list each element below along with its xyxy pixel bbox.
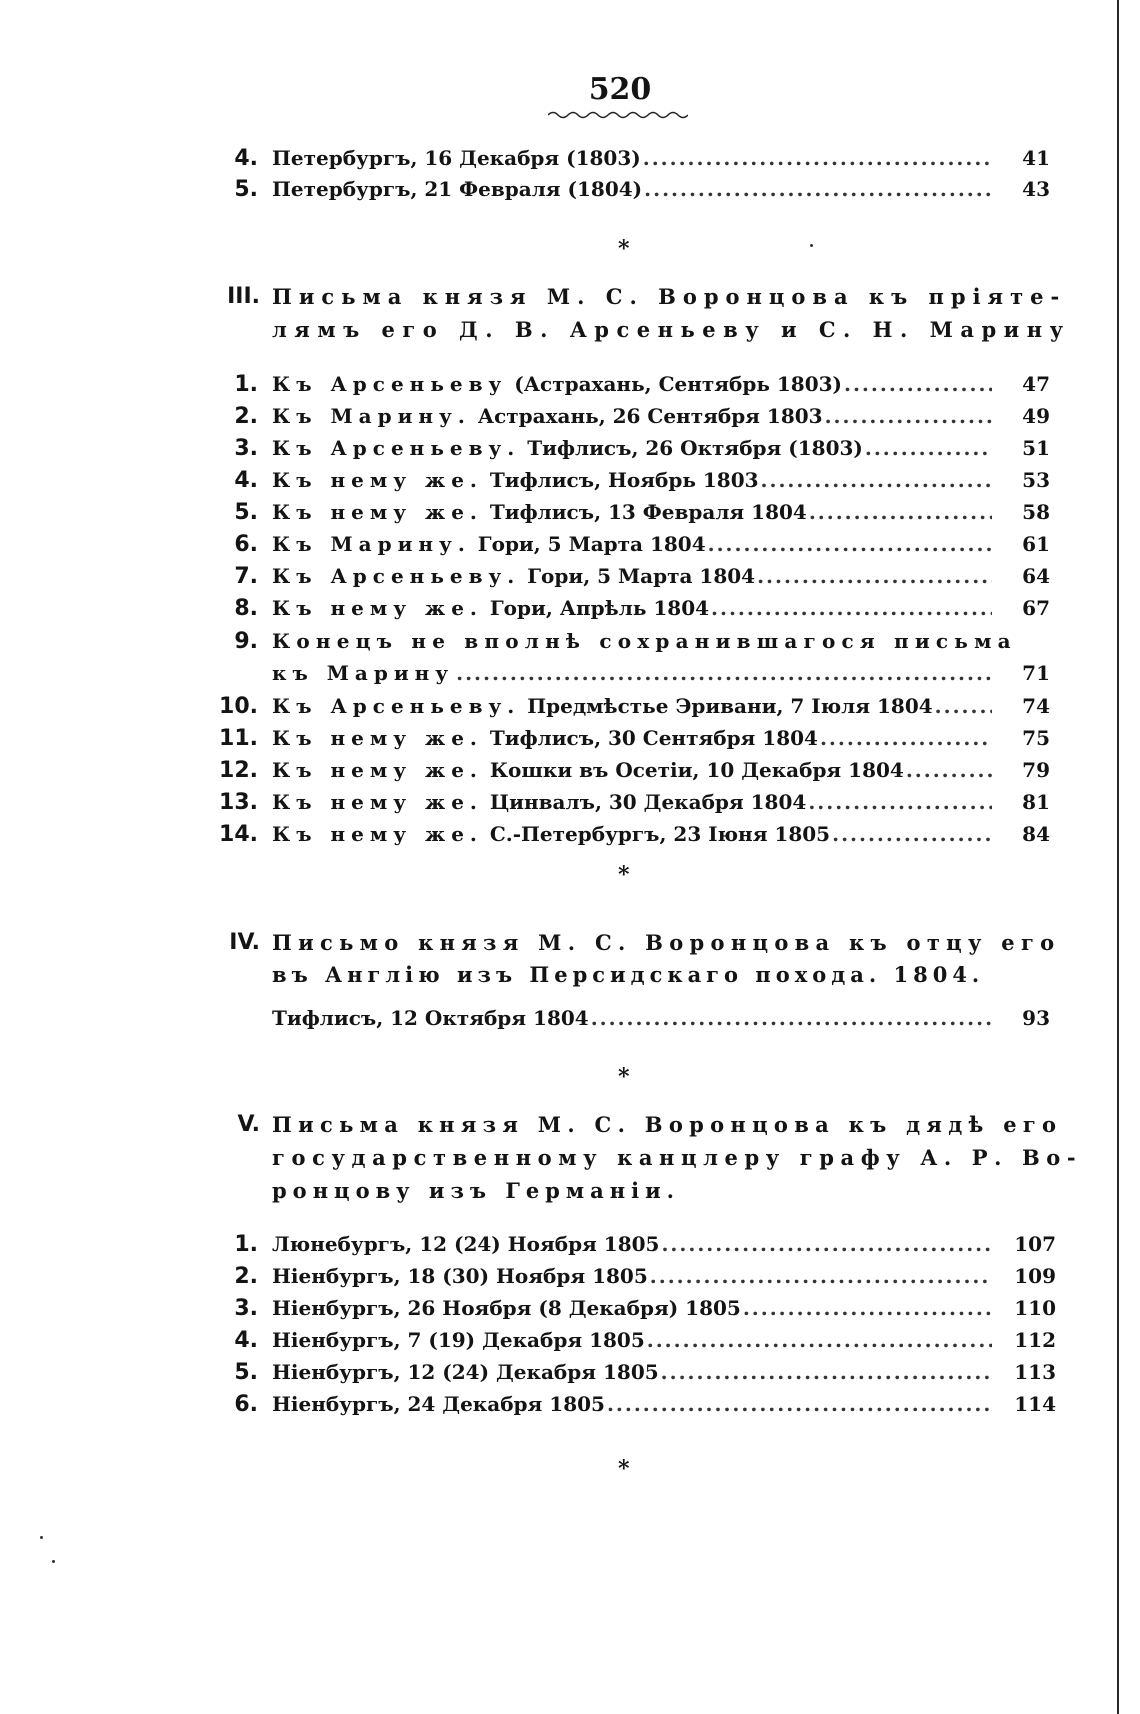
entry-page: 41	[1022, 146, 1050, 170]
toc-entry	[272, 372, 992, 396]
entry-number: 3.	[234, 1296, 258, 1321]
entry-page: 53	[1022, 468, 1050, 492]
dot-leader	[708, 532, 992, 556]
entry-page: 81	[1022, 790, 1050, 814]
section-heading-line: Письма князя М. С. Воронцова къ дядѣ его	[272, 1112, 1063, 1137]
entry-details: Гори, Апрѣль 1804	[482, 596, 710, 620]
entry-page: 109	[1014, 1264, 1056, 1288]
toc-entry	[272, 726, 992, 750]
entry-details: Цинвалъ, 30 Декабря 1804	[482, 790, 807, 814]
dot-leader	[643, 146, 992, 170]
toc-entry	[272, 468, 992, 492]
toc-entry	[272, 822, 992, 846]
entry-page: 113	[1014, 1360, 1056, 1384]
entry-number: 13.	[219, 790, 258, 815]
entry-addressee: Къ нему же.	[272, 468, 483, 492]
toc-entry	[272, 1296, 992, 1320]
toc-entry	[272, 1328, 992, 1352]
entry-number: 2.	[234, 404, 258, 429]
entry-number: 3.	[234, 436, 258, 461]
dot-leader	[865, 436, 992, 460]
toc-entry	[272, 404, 992, 428]
dot-leader	[809, 500, 992, 524]
section-heading-line: государственному канцлеру графу А. Р. Во-	[272, 1145, 1083, 1170]
entry-number: 4.	[234, 468, 258, 493]
entry-details: С.-Петербургъ, 23 Іюня 1805	[482, 822, 831, 846]
entry-title: Ніенбургъ, 24 Декабря 1805	[272, 1392, 605, 1416]
entry-details: Астрахань, 26 Сентября 1803	[470, 404, 823, 428]
section-separator-asterisk: *	[618, 236, 630, 262]
toc-entry	[272, 694, 992, 718]
dot-leader	[808, 790, 992, 814]
entry-page: 79	[1022, 758, 1050, 782]
entry-details: Гори, 5 Марта 1804	[520, 564, 756, 588]
entry-title: Ніенбургъ, 18 (30) Ноября 1805	[272, 1264, 648, 1288]
toc-entry	[272, 1360, 992, 1384]
entry-page: 51	[1022, 436, 1050, 460]
entry-addressee: Къ нему же.	[272, 758, 483, 782]
entry-page: 110	[1014, 1296, 1056, 1320]
toc-entry	[272, 1232, 992, 1256]
entry-addressee: къ Марину	[272, 661, 455, 685]
section-numeral: V.	[237, 1112, 260, 1137]
entry-addressee: Къ Марину.	[272, 404, 471, 428]
entry-number: 5.	[234, 1360, 258, 1385]
print-speck	[40, 1536, 43, 1539]
entry-details: Предмѣстье Эривани, 7 Іюля 1804	[520, 694, 933, 718]
toc-entry	[272, 661, 992, 685]
entry-details: (Астрахань, Сентябрь 1803)	[507, 372, 842, 396]
entry-page: 74	[1022, 694, 1050, 718]
section-heading-line: въ Англію изъ Персидскаго похода. 1804.	[272, 962, 985, 987]
toc-entry	[272, 1006, 992, 1030]
entry-number: 4.	[234, 1328, 258, 1353]
section-numeral: IV.	[229, 930, 260, 955]
entry-page: 84	[1022, 822, 1050, 846]
entry-number: 10.	[219, 694, 258, 719]
entry-number: 1.	[234, 372, 258, 397]
section-heading-line: Письма князя М. С. Воронцова къ пріяте-	[272, 284, 1067, 309]
entry-details: Тифлисъ, Ноябрь 1803	[482, 468, 759, 492]
entry-addressee: Къ Арсеньеву	[272, 372, 508, 396]
toc-entry	[272, 436, 992, 460]
entry-page: 107	[1014, 1232, 1056, 1256]
entry-number: 2.	[234, 1264, 258, 1289]
section-heading-line: ронцову изъ Германіи.	[272, 1178, 680, 1203]
print-speck	[810, 244, 813, 247]
entry-number: 12.	[219, 758, 258, 783]
dot-leader	[757, 564, 992, 588]
section-separator-asterisk: *	[618, 1064, 630, 1090]
entry-number: 1.	[234, 1232, 258, 1257]
entry-addressee: Къ Марину.	[272, 532, 471, 556]
entry-addressee: Къ нему же.	[272, 790, 483, 814]
dot-leader	[832, 822, 992, 846]
entry-page: 71	[1022, 661, 1050, 685]
dot-leader	[456, 661, 992, 685]
entry-details: Тифлисъ, 30 Сентября 1804	[482, 726, 818, 750]
entry-addressee: Къ нему же.	[272, 500, 483, 524]
entry-title: Ніенбургъ, 26 Ноября (8 Декабря) 1805	[272, 1296, 741, 1320]
dot-leader	[935, 694, 992, 718]
entry-number: 4.	[234, 146, 258, 171]
entry-title: Ніенбургъ, 7 (19) Декабря 1805	[272, 1328, 645, 1352]
toc-entry	[272, 532, 992, 556]
page-number: 520	[588, 72, 652, 107]
entry-addressee: Конецъ не вполнѣ сохранившагося письма	[272, 629, 1017, 653]
section-separator-asterisk: *	[618, 1456, 630, 1482]
section-heading-line: Письмо князя М. С. Воронцова къ отцу его	[272, 930, 1061, 955]
dot-leader	[743, 1296, 992, 1320]
entry-page: 47	[1022, 372, 1050, 396]
toc-entry	[272, 790, 992, 814]
dot-leader	[761, 468, 992, 492]
entry-page: 93	[1022, 1006, 1050, 1030]
section-separator-asterisk: *	[618, 862, 630, 888]
entry-title: Тифлисъ, 12 Октября 1804	[272, 1006, 589, 1030]
section-numeral: III.	[227, 284, 260, 309]
print-speck	[52, 1560, 55, 1563]
entry-number: 6.	[234, 532, 258, 557]
entry-number: 8.	[234, 596, 258, 621]
dot-leader	[650, 1264, 992, 1288]
dot-leader	[644, 177, 992, 201]
toc-entry	[272, 564, 992, 588]
entry-number: 5.	[234, 500, 258, 525]
toc-entry	[272, 177, 992, 201]
entry-title: Петербургъ, 16 Декабря (1803)	[272, 146, 641, 170]
entry-title: Петербургъ, 21 Февраля (1804)	[272, 177, 643, 201]
entry-addressee: Къ Арсеньеву.	[272, 436, 521, 460]
dot-leader	[661, 1360, 992, 1384]
entry-page: 114	[1014, 1392, 1056, 1416]
entry-number: 9.	[234, 629, 258, 654]
entry-number: 6.	[234, 1392, 258, 1417]
toc-entry	[272, 146, 992, 170]
toc-entry	[272, 500, 992, 524]
dot-leader	[661, 1232, 992, 1256]
entry-addressee: Къ нему же.	[272, 726, 483, 750]
entry-details: Тифлисъ, 13 Февраля 1804	[482, 500, 807, 524]
dot-leader	[825, 404, 992, 428]
toc-entry	[272, 596, 992, 620]
entry-page: 75	[1022, 726, 1050, 750]
dot-leader	[844, 372, 992, 396]
entry-title: Люнебургъ, 12 (24) Ноября 1805	[272, 1232, 660, 1256]
dot-leader	[820, 726, 992, 750]
page-edge-rule	[1117, 0, 1119, 1714]
entry-page: 64	[1022, 564, 1050, 588]
entry-addressee: Къ Арсеньеву.	[272, 564, 521, 588]
entry-page: 43	[1022, 177, 1050, 201]
dot-leader	[711, 596, 992, 620]
entry-details: Тифлисъ, 26 Октября (1803)	[520, 436, 863, 460]
toc-entry	[272, 1392, 992, 1416]
wavy-ornament-icon	[548, 110, 688, 120]
entry-page: 61	[1022, 532, 1050, 556]
dot-leader	[607, 1392, 992, 1416]
entry-number: 14.	[219, 822, 258, 847]
entry-addressee: Къ нему же.	[272, 596, 483, 620]
section-heading-line: лямъ его Д. В. Арсеньеву и С. Н. Марину	[272, 317, 1071, 342]
dot-leader	[647, 1328, 992, 1352]
entry-details: Гори, 5 Марта 1804	[470, 532, 706, 556]
entry-page: 112	[1014, 1328, 1056, 1352]
entry-title: Ніенбургъ, 12 (24) Декабря 1805	[272, 1360, 659, 1384]
entry-number: 7.	[234, 564, 258, 589]
dot-leader	[906, 758, 992, 782]
toc-entry	[272, 758, 992, 782]
entry-page: 58	[1022, 500, 1050, 524]
entry-number: 5.	[234, 177, 258, 202]
entry-addressee: Къ нему же.	[272, 822, 483, 846]
entry-page: 49	[1022, 404, 1050, 428]
dot-leader	[591, 1006, 992, 1030]
entry-details: Кошки въ Осетіи, 10 Декабря 1804	[482, 758, 904, 782]
entry-number: 11.	[219, 726, 258, 751]
toc-entry	[272, 1264, 992, 1288]
entry-page: 67	[1022, 596, 1050, 620]
entry-addressee: Къ Арсеньеву.	[272, 694, 521, 718]
